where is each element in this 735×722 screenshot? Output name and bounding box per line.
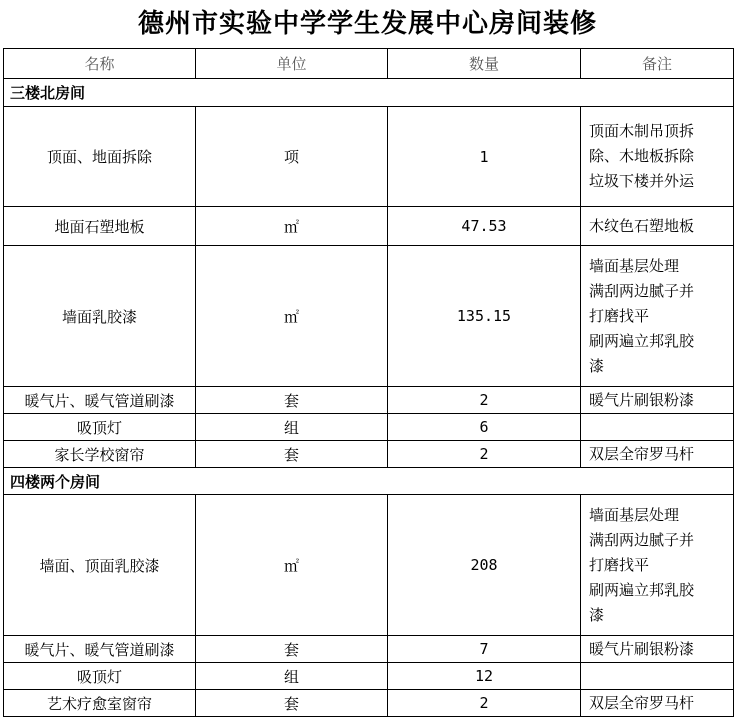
item-unit: 项 [196,107,388,207]
note-line: 漆 [589,356,605,375]
item-unit: 套 [196,636,388,663]
section-title: 三楼北房间 [4,79,734,107]
item-qty: 47.53 [388,207,581,246]
item-unit: 组 [196,663,388,690]
note-line: 漆 [589,605,605,624]
item-name: 艺术疗愈室窗帘 [4,690,196,717]
sheet-title: 德州市实验中学学生发展中心房间装修 [137,9,597,39]
item-unit: 套 [196,441,388,468]
item-name: 暖气片、暖气管道刷漆 [4,636,196,663]
item-name: 家长学校窗帘 [4,441,196,468]
header-unit: 单位 [196,49,388,79]
note-line: 垃圾下楼并外运 [589,172,695,190]
table-row [4,414,734,441]
note-line: 顶面木制吊顶拆 [589,122,695,140]
item-name: 墙面、顶面乳胶漆 [4,495,196,636]
item-name: 吸顶灯 [4,414,196,441]
header-qty: 数量 [388,49,581,79]
item-unit: ㎡ [196,207,388,246]
item-note [581,387,734,414]
item-qty: 6 [388,414,581,441]
table-row [4,495,734,636]
header-name: 名称 [4,49,196,79]
note-line: 打磨找平 [589,306,650,325]
note-line: 满刮两边腻子并 [589,281,695,300]
item-qty: 2 [388,441,581,468]
item-unit: ㎡ [196,495,388,636]
item-unit: 组 [196,414,388,441]
note-line: 墙面基层处理 [589,256,680,275]
note-line: 双层全帘罗马杆 [589,693,695,712]
note-line: 满刮两边腻子并 [589,530,695,549]
note-line: 木纹色石塑地板 [589,216,695,235]
table-row [4,441,734,468]
table-row [4,246,734,387]
item-unit: 套 [196,690,388,717]
item-qty: 1 [388,107,581,207]
item-qty: 12 [388,663,581,690]
item-note [581,246,734,387]
item-qty: 2 [388,690,581,717]
note-line: 刷两遍立邦乳胶 [589,580,695,599]
item-qty: 2 [388,387,581,414]
table-row [4,663,734,690]
item-note [581,636,734,663]
item-note [581,207,734,246]
item-name: 墙面乳胶漆 [4,246,196,387]
note-line: 暖气片刷银粉漆 [589,390,695,409]
item-unit: 套 [196,387,388,414]
item-note [581,495,734,636]
header-note: 备注 [581,49,734,79]
section-title: 四楼两个房间 [4,468,734,495]
note-line: 打磨找平 [589,555,650,574]
item-qty: 135.15 [388,246,581,387]
item-qty: 7 [388,636,581,663]
header-row [4,49,734,79]
item-name: 暖气片、暖气管道刷漆 [4,387,196,414]
table-row [4,690,734,717]
item-name: 地面石塑地板 [4,207,196,246]
note-line: 暖气片刷银粉漆 [589,639,695,658]
table-row [4,387,734,414]
item-note [581,107,734,207]
note-line: 墙面基层处理 [589,505,680,524]
item-qty: 208 [388,495,581,636]
table-row [4,207,734,246]
table-row [4,107,734,207]
renovation-table [3,48,734,717]
table-row [4,636,734,663]
note-line: 除、木地板拆除 [589,147,695,165]
item-unit: ㎡ [196,246,388,387]
section-row [4,468,734,495]
item-name: 顶面、地面拆除 [4,107,196,207]
item-note [581,690,734,717]
note-line: 刷两遍立邦乳胶 [589,331,695,350]
item-note [581,414,734,441]
item-name: 吸顶灯 [4,663,196,690]
item-note [581,663,734,690]
section-row [4,79,734,107]
item-note [581,441,734,468]
note-line: 双层全帘罗马杆 [589,444,695,463]
